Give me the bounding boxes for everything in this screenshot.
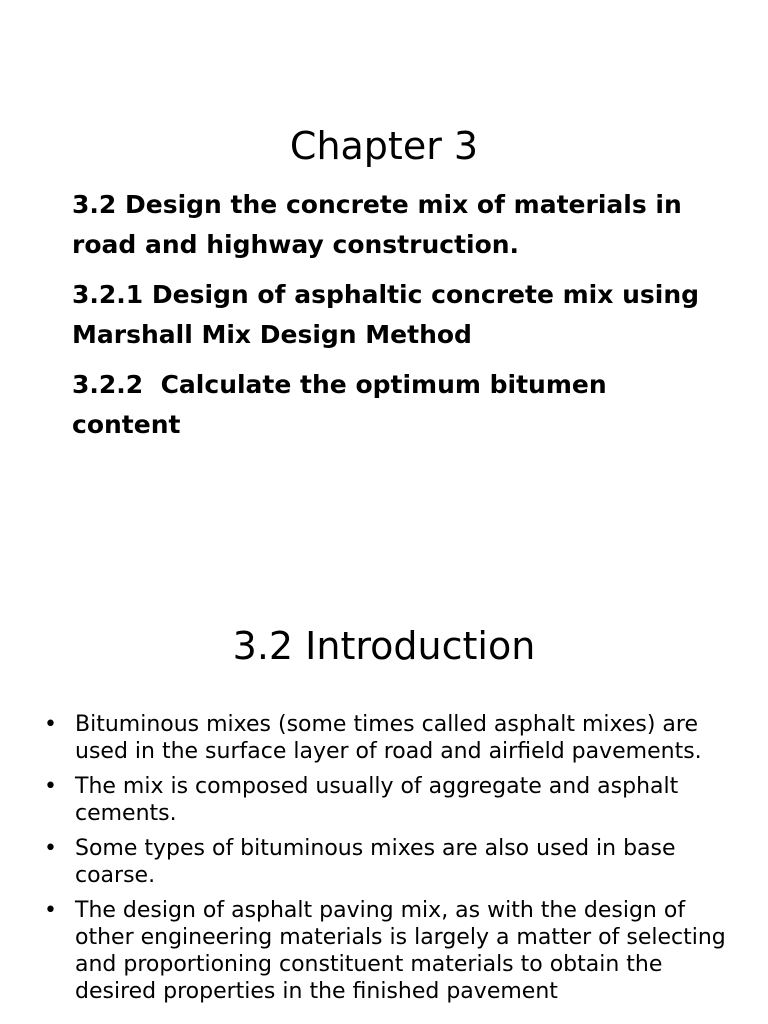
list-item bbox=[44, 773, 734, 827]
chapter-topic-list bbox=[72, 185, 722, 455]
bullet-text: Some types of bituminous mixes are also used in base coarse. bbox=[75, 836, 676, 888]
list-item bbox=[44, 711, 734, 765]
bullet-icon: • bbox=[44, 774, 57, 799]
list-item bbox=[44, 835, 734, 889]
chapter-title: Chapter 3 bbox=[289, 124, 479, 168]
intro-title: 3.2 Introduction bbox=[232, 624, 536, 668]
list-item bbox=[44, 897, 734, 1005]
bullet-text: The mix is composed usually of aggregate and asphalt cements. bbox=[75, 774, 679, 826]
intro-bullet-list bbox=[44, 711, 734, 1013]
slide-introduction bbox=[0, 576, 768, 1024]
bullet-text: The design of asphalt paving mix, as with the design of other engineering materials is largely a matter of selecting and proportioning constituent materials to obtain the desired properties in the finished pavement bbox=[75, 898, 726, 1004]
bullet-icon: • bbox=[44, 712, 57, 737]
bullet-icon: • bbox=[44, 836, 57, 861]
topic-item: 3.2.2 Calculate the optimum bitumen content bbox=[72, 370, 616, 439]
bullet-text: Bituminous mixes (some times called asphalt mixes) are used in the surface layer of road and airfield pavements. bbox=[75, 712, 702, 764]
topic-item: 3.2 Design the concrete mix of materials in road and highway construction. bbox=[72, 190, 691, 259]
topic-item: 3.2.1 Design of asphaltic concrete mix using Marshall Mix Design Method bbox=[72, 280, 708, 349]
bullet-icon: • bbox=[44, 898, 57, 923]
